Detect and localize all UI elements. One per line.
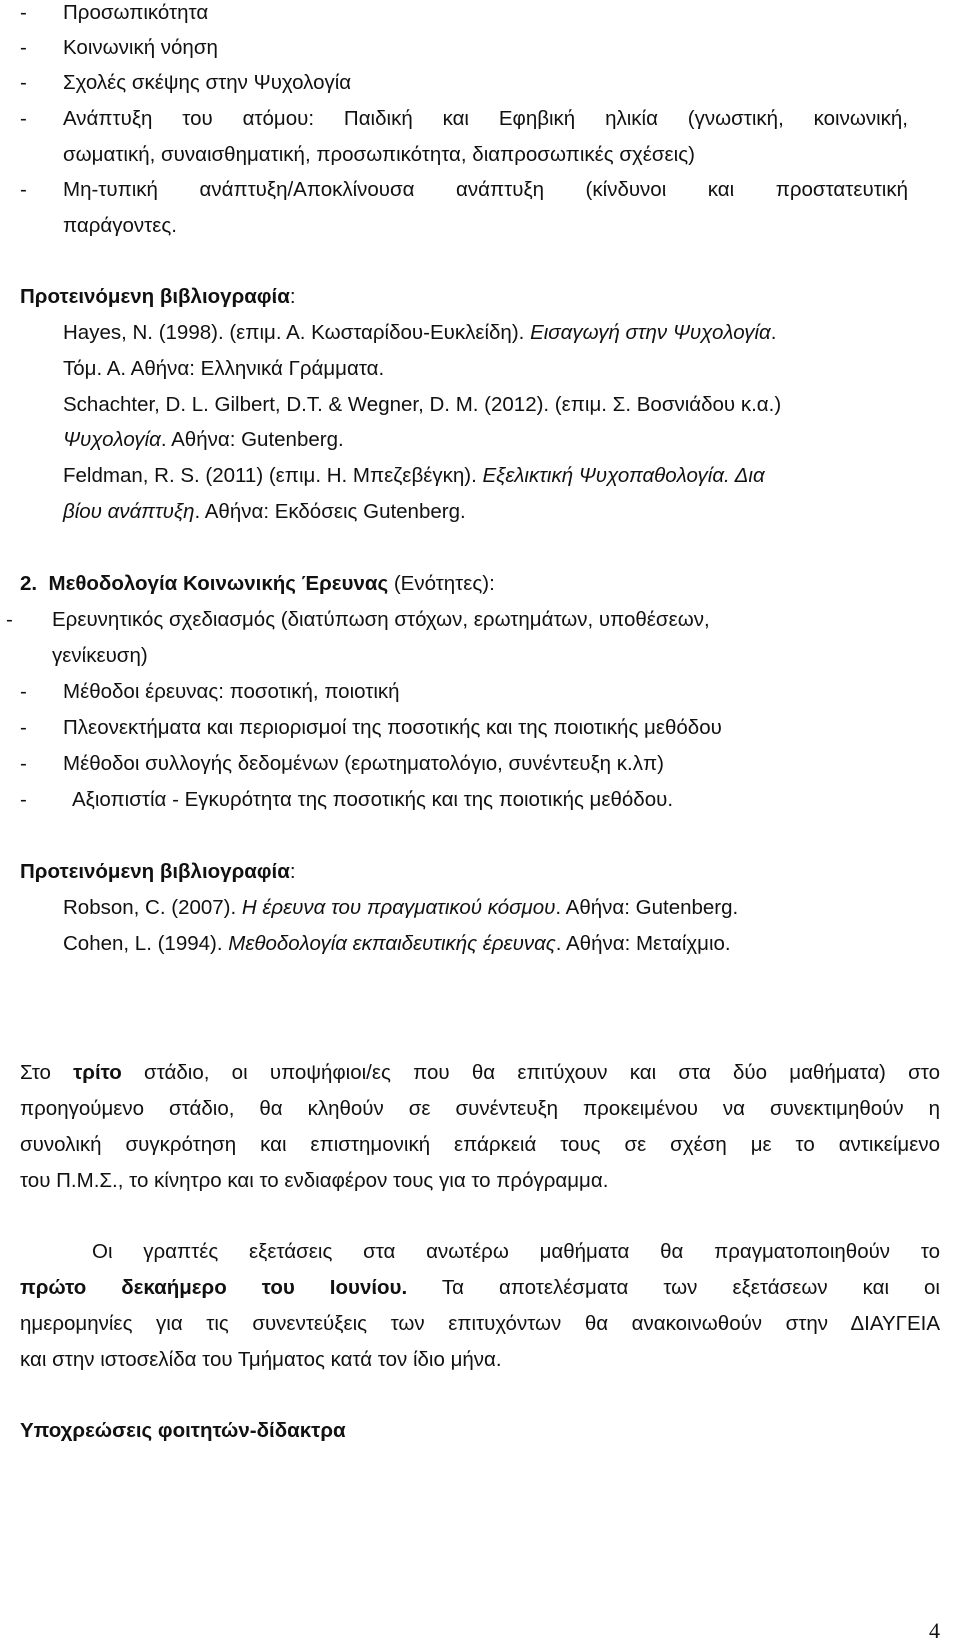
- list-item: Ανάπτυξη του ατόμου: Παιδική και Εφηβική ηλικία (γνωστική, κοινωνική,: [63, 107, 908, 130]
- list-item: Μη-τυπική ανάπτυξη/Αποκλίνουσα ανάπτυξη (κίνδυνοι και προστατευτική: [63, 178, 908, 201]
- bibliography-heading: Προτεινόμενη βιβλιογραφία:: [20, 285, 296, 308]
- list-item-continuation: παράγοντες.: [63, 214, 177, 237]
- list-dash: -: [20, 752, 27, 775]
- paragraph-line: ημερομηνίες για τις συνεντεύξεις των επιτυχόντων θα ανακοινωθούν στην ΔΙΑΥΓΕΙΑ: [20, 1312, 940, 1335]
- list-dash: -: [6, 608, 13, 631]
- list-item: Μέθοδοι έρευνας: ποσοτική, ποιοτική: [63, 680, 400, 703]
- list-item: Αξιοπιστία - Εγκυρότητα της ποσοτικής και της ποιοτικής μεθόδου.: [72, 788, 674, 811]
- reference-entry: Hayes, N. (1998). (επιμ. Α. Κωσταρίδου-Ευκλείδη). Εισαγωγή στην Ψυχολογία.: [63, 321, 777, 344]
- list-item: Μέθοδοι συλλογής δεδομένων (ερωτηματολόγιο, συνέντευξη κ.λπ): [63, 752, 664, 775]
- bibliography-heading: Προτεινόμενη βιβλιογραφία:: [20, 860, 296, 883]
- list-item: Σχολές σκέψης στην Ψυχολογία: [63, 71, 352, 94]
- list-dash: -: [20, 36, 27, 59]
- list-dash: -: [20, 680, 27, 703]
- list-item-continuation: γενίκευση): [52, 644, 148, 667]
- reference-entry: Robson, C. (2007). Η έρευνα του πραγματικού κόσμου. Αθήνα: Gutenberg.: [63, 896, 739, 919]
- list-dash: -: [20, 178, 27, 201]
- list-dash: -: [20, 716, 27, 739]
- section-heading: 2. Μεθοδολογία Κοινωνικής Έρευνας (Ενότητες):: [20, 572, 495, 595]
- reference-entry-continuation: Τόμ. Α. Αθήνα: Ελληνικά Γράμματα.: [63, 357, 385, 380]
- list-dash: -: [20, 71, 27, 94]
- list-item: Κοινωνική νόηση: [63, 36, 218, 59]
- paragraph-line: πρώτο δεκαήμερο του Ιουνίου. Τα αποτελέσματα των εξετάσεων και οι: [20, 1276, 940, 1299]
- list-dash: -: [20, 107, 27, 130]
- reference-entry: Schachter, D. L. Gilbert, D.T. & Wegner, D. M. (2012). (επιμ. Σ. Βοσνιάδου κ.α.): [63, 393, 782, 416]
- reference-entry-continuation: βίου ανάπτυξη. Αθήνα: Εκδόσεις Gutenberg.: [63, 500, 466, 523]
- reference-entry: Cohen, L. (1994). Μεθοδολογία εκπαιδευτικής έρευνας. Αθήνα: Μεταίχμιο.: [63, 932, 731, 955]
- list-item: Ερευνητικός σχεδιασμός (διατύπωση στόχων, ερωτημάτων, υποθέσεων,: [52, 608, 710, 631]
- paragraph-line: Στο τρίτο στάδιο, οι υποψήφιοι/ες που θα επιτύχουν και στα δύο μαθήματα) στο: [20, 1061, 940, 1084]
- paragraph-line: προηγούμενο στάδιο, θα κληθούν σε συνέντευξη προκειμένου να συνεκτιμηθούν η: [20, 1097, 940, 1120]
- reference-entry: Feldman, R. S. (2011) (επιμ. Η. Μπεζεβέγκη). Εξελικτική Ψυχοπαθολογία. Δια: [63, 464, 765, 487]
- page-number: 4: [929, 1618, 940, 1643]
- reference-entry-continuation: Ψυχολογία. Αθήνα: Gutenberg.: [63, 428, 344, 451]
- list-dash: -: [20, 788, 27, 811]
- list-item-continuation: σωματική, συναισθηματική, προσωπικότητα, διαπροσωπικές σχέσεις): [63, 143, 695, 166]
- list-item: Πλεονεκτήματα και περιορισμοί της ποσοτικής και της ποιοτικής μεθόδου: [63, 716, 722, 739]
- paragraph-line: του Π.Μ.Σ., το κίνητρο και το ενδιαφέρον τους για το πρόγραμμα.: [20, 1169, 609, 1192]
- paragraph-line: Οι γραπτές εξετάσεις στα ανωτέρω μαθήματα θα πραγματοποιηθούν το: [92, 1240, 940, 1263]
- list-item: Προσωπικότητα: [63, 1, 209, 24]
- list-dash: -: [20, 1, 27, 24]
- paragraph-line: συνολική συγκρότηση και επιστημονική επάρκειά τους σε σχέση με το αντικείμενο: [20, 1133, 940, 1156]
- obligations-heading: Υποχρεώσεις φοιτητών-δίδακτρα: [20, 1419, 346, 1442]
- paragraph-line: και στην ιστοσελίδα του Τμήματος κατά τον ίδιο μήνα.: [20, 1348, 502, 1371]
